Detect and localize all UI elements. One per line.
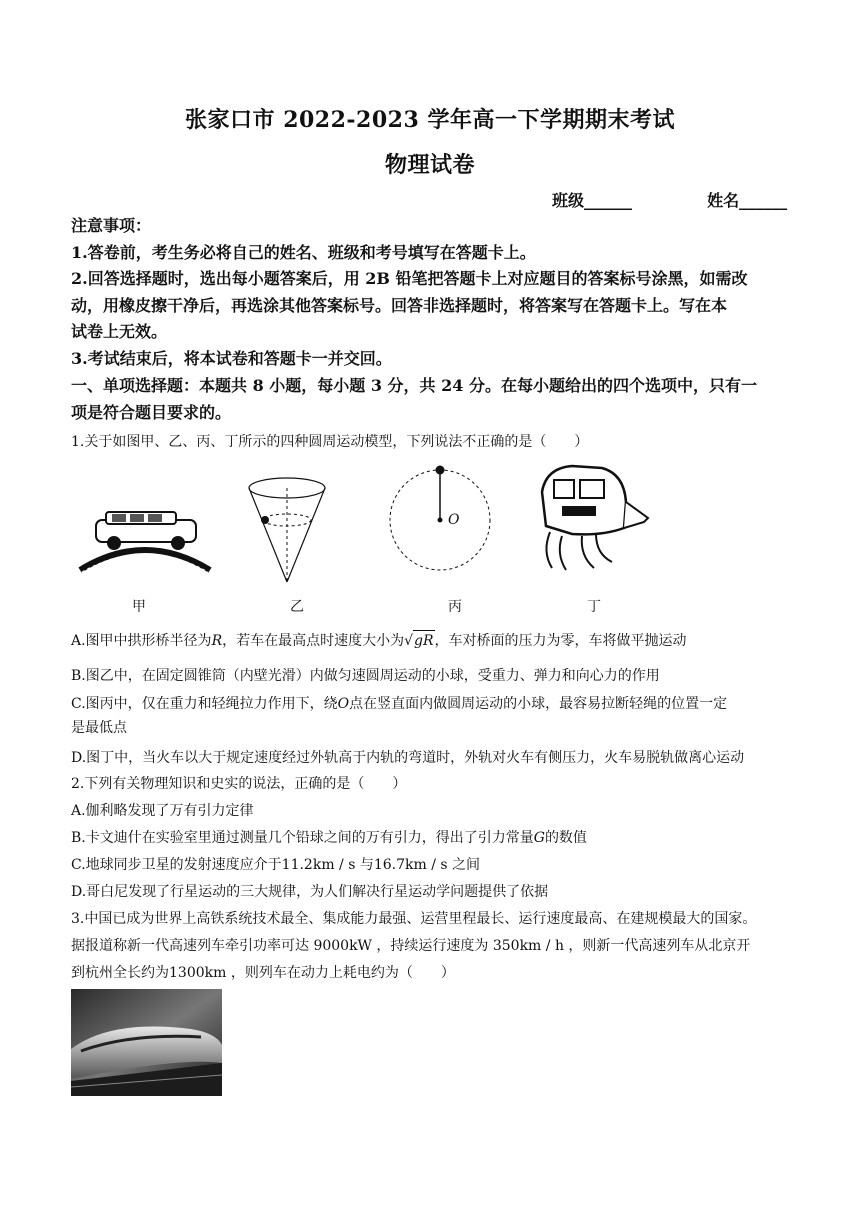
notice-item-1: 1.答卷前，考生务必将自己的姓名、班级和考号填写在答题卡上。: [71, 243, 536, 262]
figure-yi-cone: [246, 474, 328, 586]
question-1-option-d: D.图丁中，当火车以大于规定速度经过外轨高于内轨的弯道时，外轨对火车有侧压力，火车易脱轨做离心运动: [71, 750, 745, 766]
figure-caption-bing: 丙: [448, 599, 462, 615]
notice-item-2-line-2: 动，用橡皮擦干净后，再选涂其他答案标号。回答非选择题时，将答案写在答题卡上。写在本: [71, 296, 728, 315]
notice-heading: 注意事项：: [71, 216, 152, 235]
exam-title: 张家口市 2022-2023 学年高一下学期期末考试: [185, 107, 675, 133]
figure-ding-train-on-curve: [532, 462, 650, 572]
question-1-option-b: B.图乙中，在固定圆锥筒（内壁光滑）内做匀速圆周运动的小球，受重力、弹力和向心力的作用: [71, 668, 660, 684]
question-1-stem: 1.关于如图甲、乙、丙、丁所示的四种圆周运动模型，下列说法不正确的是（ ）: [71, 434, 589, 450]
question-1-option-c: C.图丙中，仅在重力和轻绳拉力作用下，绕O点在竖直面内做圆周运动的小球，最容易拉断轻绳的位置一定: [71, 696, 728, 712]
question-1-option-c-line-2: 是最低点: [71, 720, 127, 736]
question-1-option-a: A.图甲中拱形桥半径为R，若车在最高点时速度大小为√gR，车对桥面的压力为零，车将做平抛运动: [71, 630, 793, 651]
question-3-stem-line-3: 到杭州全长约为1300km ，则列车在动力上耗电约为（ ）: [71, 965, 455, 981]
section-1-heading-line-2: 项是符合题目要求的。: [71, 403, 232, 422]
name-label: 姓名______: [707, 191, 788, 210]
figure-caption-ding: 丁: [587, 599, 601, 615]
notice-item-2-line-3: 试卷上无效。: [71, 322, 168, 341]
question-3-stem-line-2: 据报道称新一代高速列车牵引功率可达 9000kW ，持续运行速度为 350km / h ，则新一代高速列车从北京开: [71, 938, 751, 954]
figure-caption-jia: 甲: [132, 599, 146, 615]
student-info: [552, 188, 787, 211]
question-2-option-c: C.地球同步卫星的发射速度应介于11.2km / s 与16.7km / s 之间: [71, 857, 481, 873]
class-label: 班级______: [552, 191, 633, 210]
question-2-option-d: D.哥白尼发现了行星运动的三大规律，为人们解决行星运动学问题提供了依据: [71, 884, 549, 900]
high-speed-train-photo: [71, 989, 222, 1096]
figure-jia-car-on-bridge: [76, 508, 214, 576]
notice-item-2-line-1: 2.回答选择题时，选出每小题答案后，用 2B 铅笔把答题卡上对应题目的答案标号涂黑，如需改: [71, 269, 748, 288]
figure-bing-vertical-circle: [386, 464, 494, 572]
question-3-stem-line-1: 3.中国已成为世界上高铁系统技术最全、集成能力最强、运营里程最长、运行速度最高、在建规模最大的国家。: [71, 911, 757, 927]
question-2-option-a: A.伽利略发现了万有引力定律: [71, 803, 254, 819]
figure-bing-center-label: O: [448, 512, 460, 528]
section-1-heading-line-1: 一、单项选择题：本题共 8 小题，每小题 3 分，共 24 分。在每小题给出的四个选项中，只有一: [71, 376, 757, 395]
sqrt-gR: gR: [413, 630, 435, 651]
notice-item-3: 3.考试结束后，将本试卷和答题卡一并交回。: [71, 349, 392, 368]
figure-caption-yi: 乙: [290, 599, 304, 615]
question-2-stem: 2.下列有关物理知识和史实的说法，正确的是（ ）: [71, 776, 407, 792]
question-2-option-b: B.卡文迪什在实验室里通过测量几个铅球之间的万有引力，得出了引力常量G的数值: [71, 830, 587, 846]
exam-subtitle: 物理试卷: [384, 152, 475, 178]
